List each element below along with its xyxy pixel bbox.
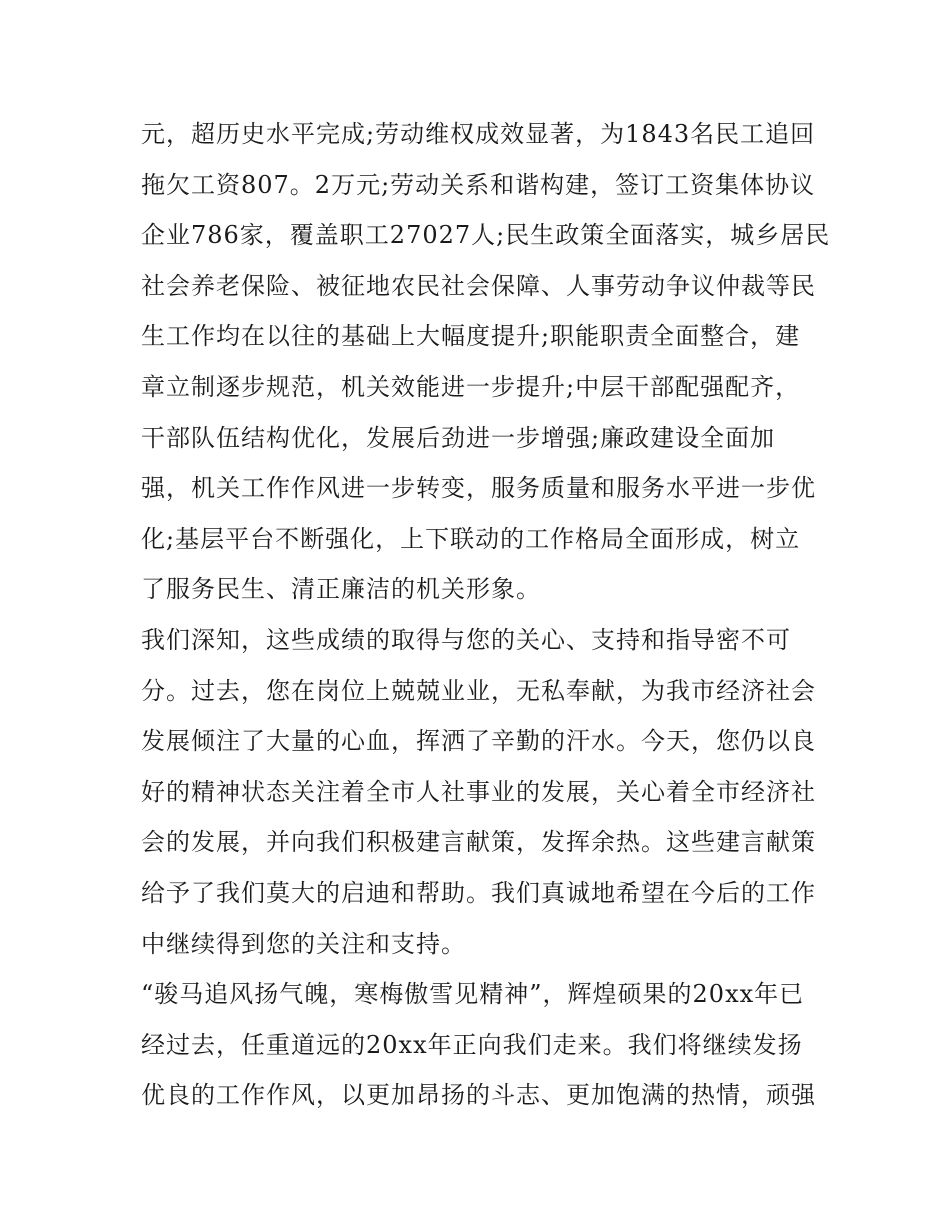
text-line: 企业786家，覆盖职工27027人;民生政策全面落实，城乡居民 [141,221,831,250]
text-line: 元，超历史水平完成;劳动维权成效显著，为1843名民工追回 [141,120,816,148]
text-line: 会的发展，并向我们积极建言献策，发挥余热。这些建言献策 [141,828,816,857]
text-line: 好的精神状态关注着全市人社事业的发展，关心着全市经济社 [141,777,816,806]
text-line: 中继续得到您的关注和支持。 [141,929,466,958]
text-line: 优良的工作作风，以更加昂扬的斗志、更加饱满的热情，顽强 [141,1081,816,1110]
text-line: 了服务民生、清正廉洁的机关形象。 [141,575,541,604]
text-line: 分。过去，您在岗位上兢兢业业，无私奉献，为我市经济社会 [141,676,816,705]
text-line: 拖欠工资807。2万元;劳动关系和谐构建，签订工资集体协议 [141,170,816,199]
text-line: 社会养老保险、被征地农民社会保障、人事劳动争议仲裁等民 [141,271,816,300]
document-body [141,109,831,1121]
text-line: 干部队伍结构优化，发展后劲进一步增强;廉政建设全面加 [141,423,776,452]
text-line: 章立制逐步规范，机关效能进一步提升;中层干部配强配齐， [141,372,801,401]
text-line: “骏马追风扬气魄，寒梅傲雪见精神”，辉煌硕果的20xx年已 [141,980,805,1009]
text-line: 强，机关工作作风进一步转变，服务质量和服务水平进一步优 [141,474,816,503]
text-line: 生工作均在以往的基础上大幅度提升;职能职责全面整合，建 [141,322,801,351]
text-line: 给予了我们莫大的启迪和帮助。我们真诚地希望在今后的工作 [141,878,816,907]
text-line: 经过去，任重道远的20xx年正向我们走来。我们将继续发扬 [141,1030,803,1059]
text-line: 我们深知，这些成绩的取得与您的关心、支持和指导密不可 [141,625,791,654]
text-line: 发展倾注了大量的心血，挥洒了辛勤的汗水。今天，您仍以良 [141,727,816,756]
text-line: 化;基层平台不断强化，上下联动的工作格局全面形成，树立 [141,524,801,553]
